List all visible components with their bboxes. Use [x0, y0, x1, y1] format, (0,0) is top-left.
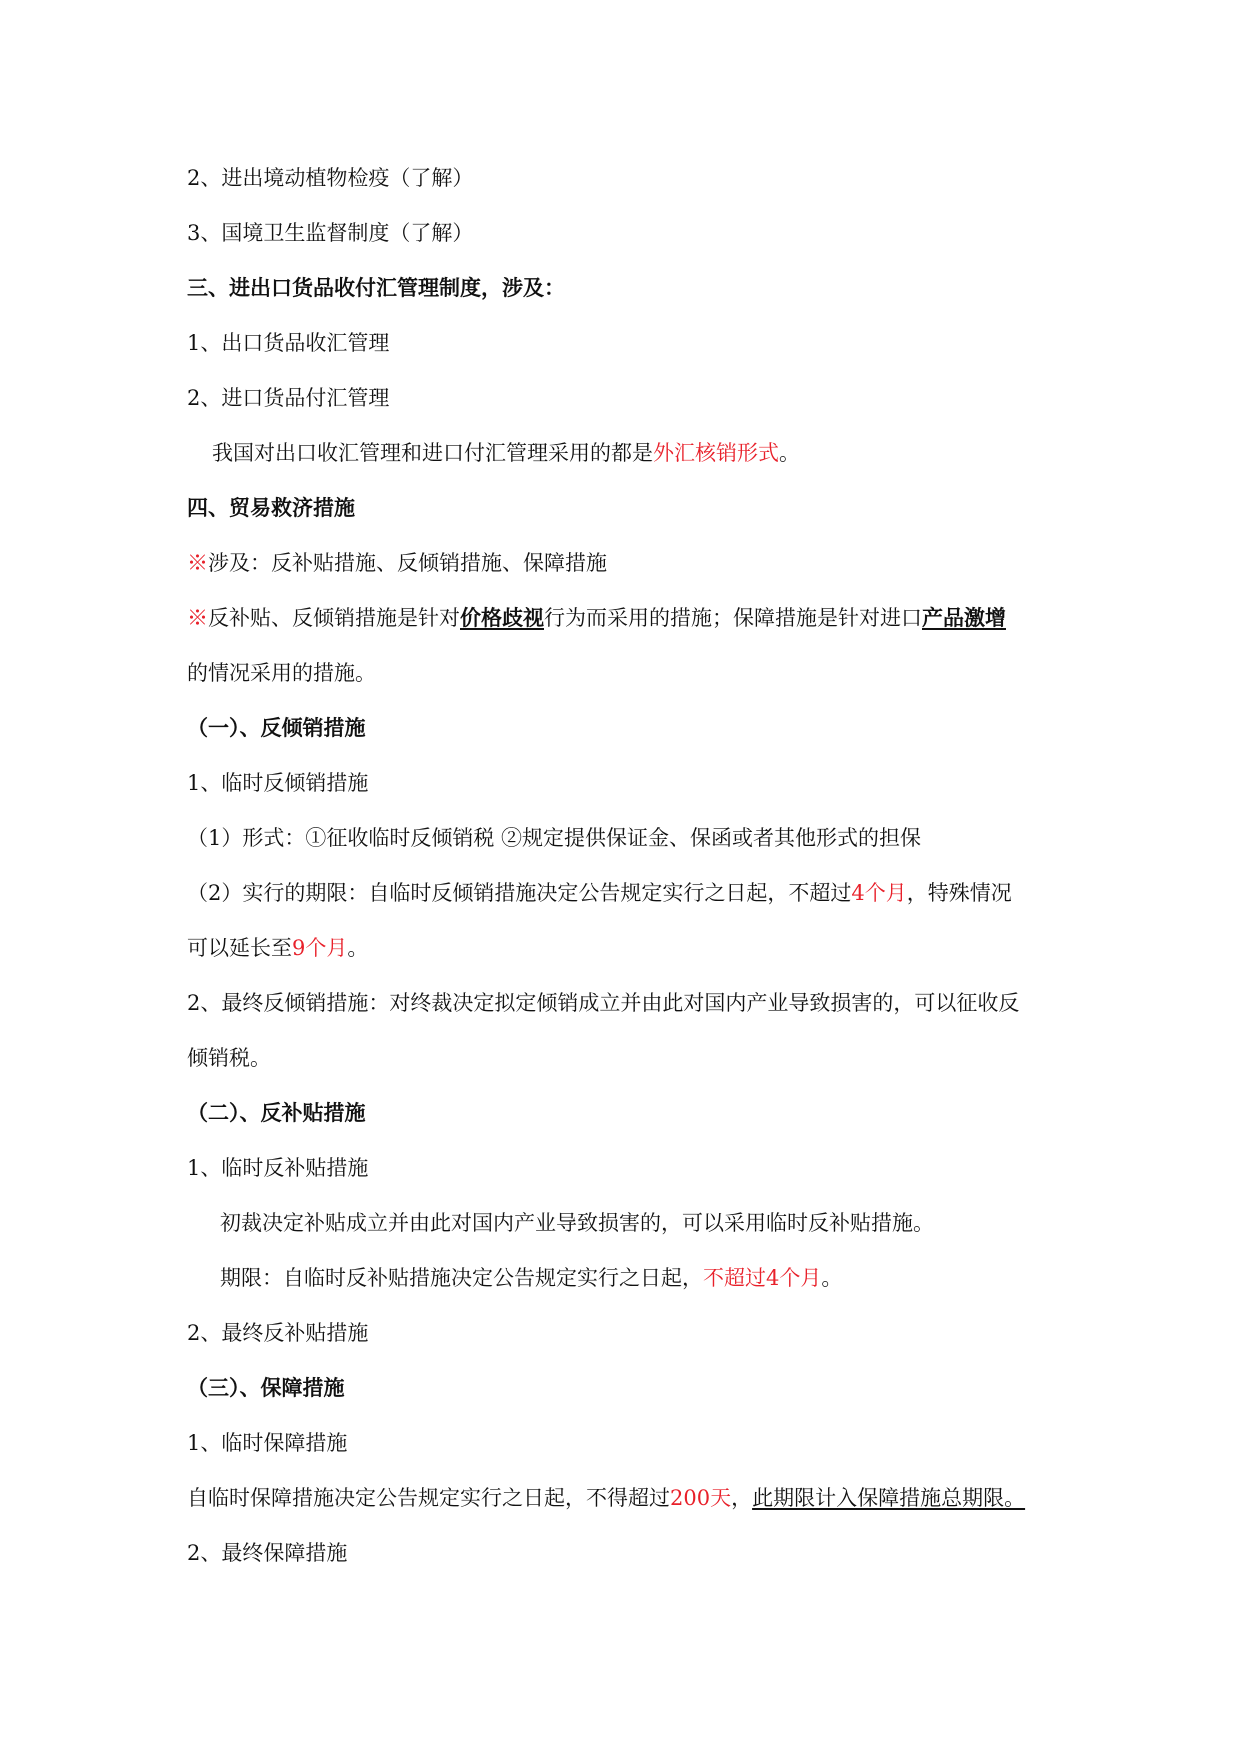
- text-segment: 反补贴、反倾销措施是针对: [208, 606, 460, 630]
- emphasis-import-surge: 产品激增: [922, 605, 1006, 630]
- item-final-anti-dumping-continued: 倾销税。: [187, 1046, 271, 1070]
- item-import-payment: 2、进口货品付汇管理: [187, 386, 390, 410]
- heading-anti-dumping: （一）、反倾销措施: [187, 715, 366, 740]
- paragraph-safeguard-duration: [187, 1483, 1025, 1513]
- note-involves: [187, 548, 607, 578]
- item-plant-quarantine: 2、进出境动植物检疫（了解）: [187, 166, 474, 190]
- heading-section-3: 三、进出口货品收付汇管理制度，涉及：: [187, 275, 565, 300]
- item-provisional-countervailing: 1、临时反补贴措施: [187, 1156, 369, 1180]
- highlight-red: 200天: [670, 1486, 732, 1510]
- text-segment: （2）实行的期限：自临时反倾销措施决定公告规定实行之日起，不超过: [187, 881, 852, 905]
- highlight-red: 外汇核销形式: [653, 441, 779, 465]
- highlight-red: 9个月: [292, 936, 348, 960]
- item-duration-continued: [187, 933, 368, 963]
- item-health-supervision: 3、国境卫生监督制度（了解）: [187, 221, 474, 245]
- item-provisional-anti-dumping: 1、临时反倾销措施: [187, 771, 369, 795]
- heading-section-4: 四、贸易救济措施: [187, 495, 355, 520]
- reference-mark-icon: ※: [187, 551, 208, 575]
- item-provisional-safeguard: 1、临时保障措施: [187, 1431, 348, 1455]
- text-segment: 。: [821, 1266, 843, 1290]
- text-segment: 期限：自临时反补贴措施决定公告规定实行之日起，: [220, 1266, 703, 1290]
- text-segment: 可以延长至: [187, 936, 292, 960]
- text-segment: ，特殊情况: [906, 881, 1012, 905]
- highlight-red: 不超过4个月: [703, 1266, 822, 1290]
- paragraph-forex-verification: [212, 438, 800, 468]
- text-segment: 。: [347, 936, 369, 960]
- text-segment: 我国对出口收汇管理和进口付汇管理采用的都是: [212, 441, 653, 465]
- paragraph-preliminary-ruling: 初裁决定补贴成立并由此对国内产业导致损害的，可以采用临时反补贴措施。: [220, 1211, 934, 1235]
- heading-countervailing: （二）、反补贴措施: [187, 1100, 366, 1125]
- highlight-red: 4个月: [851, 881, 907, 905]
- text-segment: 行为而采用的措施；保障措施是针对进口: [544, 606, 922, 630]
- reference-mark-icon: ※: [187, 606, 208, 630]
- emphasis-price-discrimination: 价格歧视: [460, 605, 544, 630]
- item-form: （1）形式：①征收临时反倾销税 ②规定提供保证金、保函或者其他形式的担保: [187, 826, 922, 850]
- note-targets: [187, 603, 1006, 633]
- note-targets-continued: 的情况采用的措施。: [187, 661, 376, 685]
- text-segment: 涉及：反补贴措施、反倾销措施、保障措施: [208, 551, 607, 575]
- underlined-text: 此期限计入保障措施总期限。: [752, 1486, 1026, 1510]
- text-segment: 自临时保障措施决定公告规定实行之日起，不得超过: [187, 1486, 670, 1510]
- paragraph-countervailing-duration: [220, 1263, 842, 1293]
- item-export-collection: 1、出口货品收汇管理: [187, 331, 390, 355]
- text-segment: 。: [779, 441, 800, 465]
- item-final-safeguard: 2、最终保障措施: [187, 1541, 348, 1565]
- item-final-countervailing: 2、最终反补贴措施: [187, 1321, 369, 1345]
- item-duration: [187, 878, 1012, 908]
- item-final-anti-dumping: 2、最终反倾销措施：对终裁决定拟定倾销成立并由此对国内产业导致损害的，可以征收反: [187, 991, 1020, 1015]
- heading-safeguard: （三）、保障措施: [187, 1375, 345, 1400]
- text-segment: ，: [731, 1486, 753, 1510]
